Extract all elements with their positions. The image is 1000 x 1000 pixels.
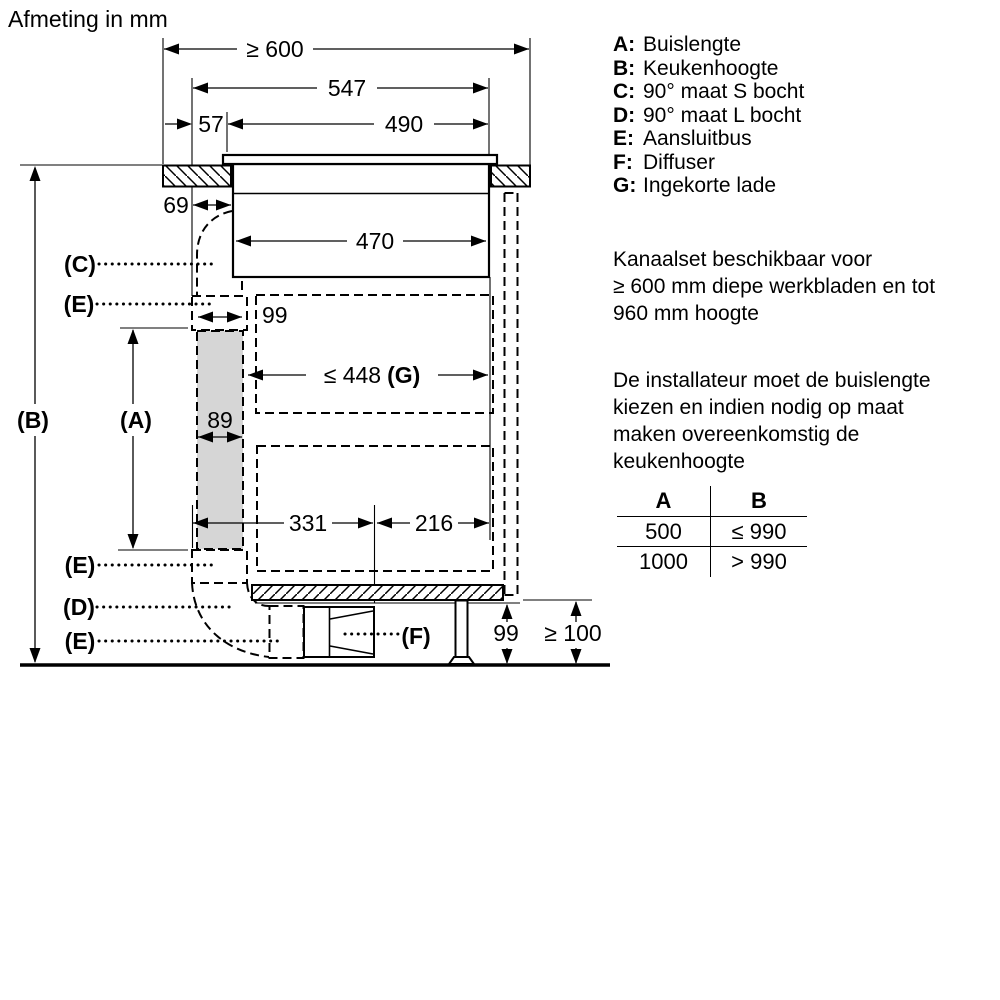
dim-duct-offset: 69 (163, 192, 189, 218)
dim-cutout-width: 490 (384, 111, 424, 137)
page-title: Afmeting in mm (8, 6, 168, 32)
connector-mid (192, 550, 247, 583)
note-availability: Kanaalset beschikbaar voor ≥ 600 mm diepe werkbladen en tot 960 mm hoogte (613, 248, 936, 325)
legend-item-d: D: 90° maat L bocht (613, 103, 802, 127)
hob-body (233, 164, 489, 277)
s-bend-inner (233, 276, 242, 295)
cabinet-leg (456, 601, 468, 658)
legend (613, 33, 804, 198)
label-e-top: (E) (63, 291, 95, 317)
dim-front-section: 216 (414, 510, 454, 536)
label-e-mid: (E) (64, 552, 96, 578)
note-installer: De installateur moet de buislengte kiezen en indien nodig op maat maken overeenkomstig de keukenhoogte (613, 369, 931, 473)
dim-hob-overall: 547 (327, 75, 367, 101)
pipe-length-table (617, 486, 807, 577)
dim-duct-depth: 89 (207, 407, 233, 433)
legend-item-e: E: Aansluitbus (613, 127, 752, 150)
table-header-b: B (710, 486, 807, 517)
dim-connector-width: 99 (262, 302, 288, 328)
diffuser (304, 607, 374, 657)
table-cell: > 990 (710, 547, 807, 577)
label-b: (B) (17, 407, 49, 433)
hob-glass-plate (223, 155, 497, 164)
legend-item-a: A: Buislengte (613, 33, 742, 56)
dim-rear-section: 331 (288, 510, 328, 536)
flat-duct (197, 331, 243, 549)
cabinet-leg-foot (449, 657, 474, 664)
table-cell: 500 (617, 517, 710, 547)
label-c: (C) (64, 251, 96, 277)
dim-plenum-width: 470 (355, 228, 395, 254)
label-d: (D) (63, 594, 95, 620)
dim-edge-offset: 57 (198, 111, 224, 137)
legend-item-b: B: Keukenhoogte (613, 56, 779, 80)
label-f: (F) (401, 623, 431, 649)
table-cell: ≤ 990 (710, 517, 807, 547)
legend-item-f: F: Diffuser (613, 150, 715, 174)
table-header-a: A (617, 486, 710, 517)
connector-top (192, 296, 247, 330)
drawer-zone-upper (256, 295, 493, 413)
label-a: (A) (120, 407, 152, 433)
s-bend-outer (197, 211, 232, 295)
legend-item-c: C: 90° maat S bocht (613, 80, 805, 103)
dim-plinth-clearance: 99 (493, 620, 519, 646)
table-cell: 1000 (639, 549, 688, 574)
dim-worktop-depth: ≥ 600 (246, 36, 304, 62)
connector-bottom (270, 606, 304, 658)
label-e-bottom: (E) (64, 628, 96, 654)
legend-item-g: G: Ingekorte lade (613, 174, 777, 197)
dim-leg-height: ≥ 100 (544, 620, 602, 646)
dim-shortened-drawer: ≤ 448 (G) (323, 362, 421, 388)
